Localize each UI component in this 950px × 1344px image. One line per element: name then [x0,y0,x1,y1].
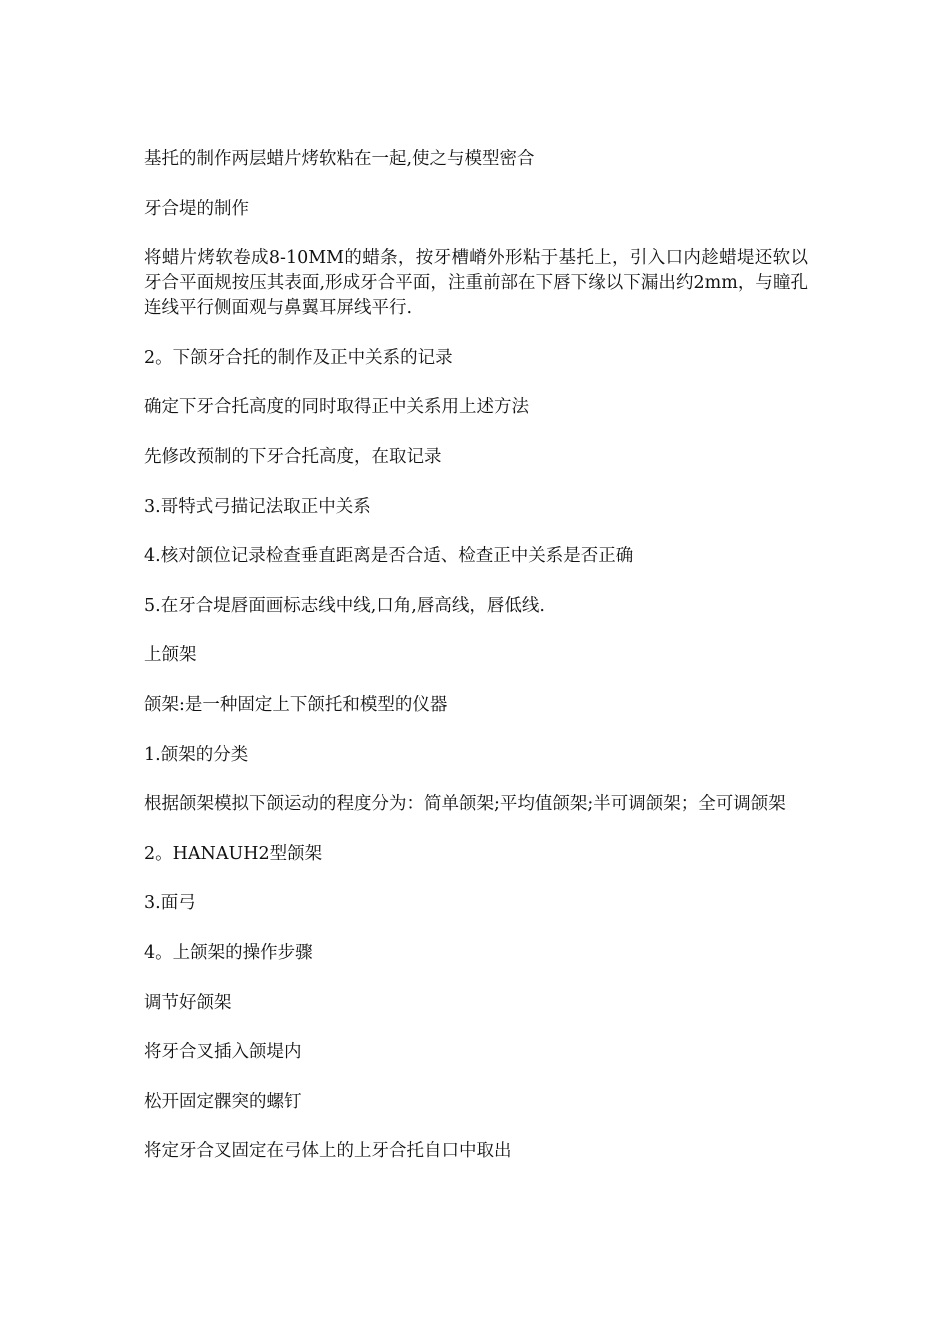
list-item-gothic-arch: 3.哥特式弓描记法取正中关系 [144,496,371,517]
document-body [144,147,808,1164]
paragraph-occlusal-rim-method: 将蜡片烤软卷成8-10MM的蜡条，按牙槽嵴外形粘于基托上，引入口内趁蜡堤还软以牙合平面规按压其表面,形成牙合平面，注重前部在下唇下缘以下漏出约2mm，与瞳孔连线平行侧面观与鼻翼耳屏线平行. [144,248,808,319]
list-item-verify-record: 4.核对颌位记录检查垂直距离是否合适、检查正中关系是否正确 [144,546,634,567]
paragraph-lower-height: 确定下牙合托高度的同时取得正中关系用上述方法 [144,397,529,418]
heading-mount-articulator: 上颌架 [144,645,197,666]
step-loosen-condyle-screw: 松开固定髁突的螺钉 [144,1091,302,1112]
step-insert-bite-fork: 将牙合叉插入颌堤内 [144,1042,302,1063]
list-item-hanau-articulator: 2。HANAUH2型颌架 [144,843,323,864]
heading-occlusal-rim: 牙合堤的制作 [144,198,249,219]
heading-lower-occlusal-rim: 2。下颌牙合托的制作及正中关系的记录 [144,347,453,368]
paragraph-articulator-classification: 根据颌架模拟下颌运动的程度分为：简单颌架;平均值颌架;半可调颌架；全可调颌架 [144,794,786,815]
paragraph-base-plate: 基托的制作两层蜡片烤软粘在一起,使之与模型密合 [144,149,535,169]
list-item-mounting-steps: 4。上颌架的操作步骤 [144,942,313,963]
list-item-articulator-types: 1.颌架的分类 [144,744,249,765]
list-item-mark-lines: 5.在牙合堤唇面画标志线中线,口角,唇高线，唇低线. [144,595,545,616]
paragraph-modify-height: 先修改预制的下牙合托高度，在取记录 [144,446,442,467]
list-item-face-bow: 3.面弓 [144,893,196,914]
step-adjust-articulator: 调节好颌架 [144,992,232,1013]
paragraph-articulator-definition: 颌架:是一种固定上下颌托和模型的仪器 [144,694,448,715]
step-remove-upper-rim: 将定牙合叉固定在弓体上的上牙合托自口中取出 [144,1141,512,1162]
